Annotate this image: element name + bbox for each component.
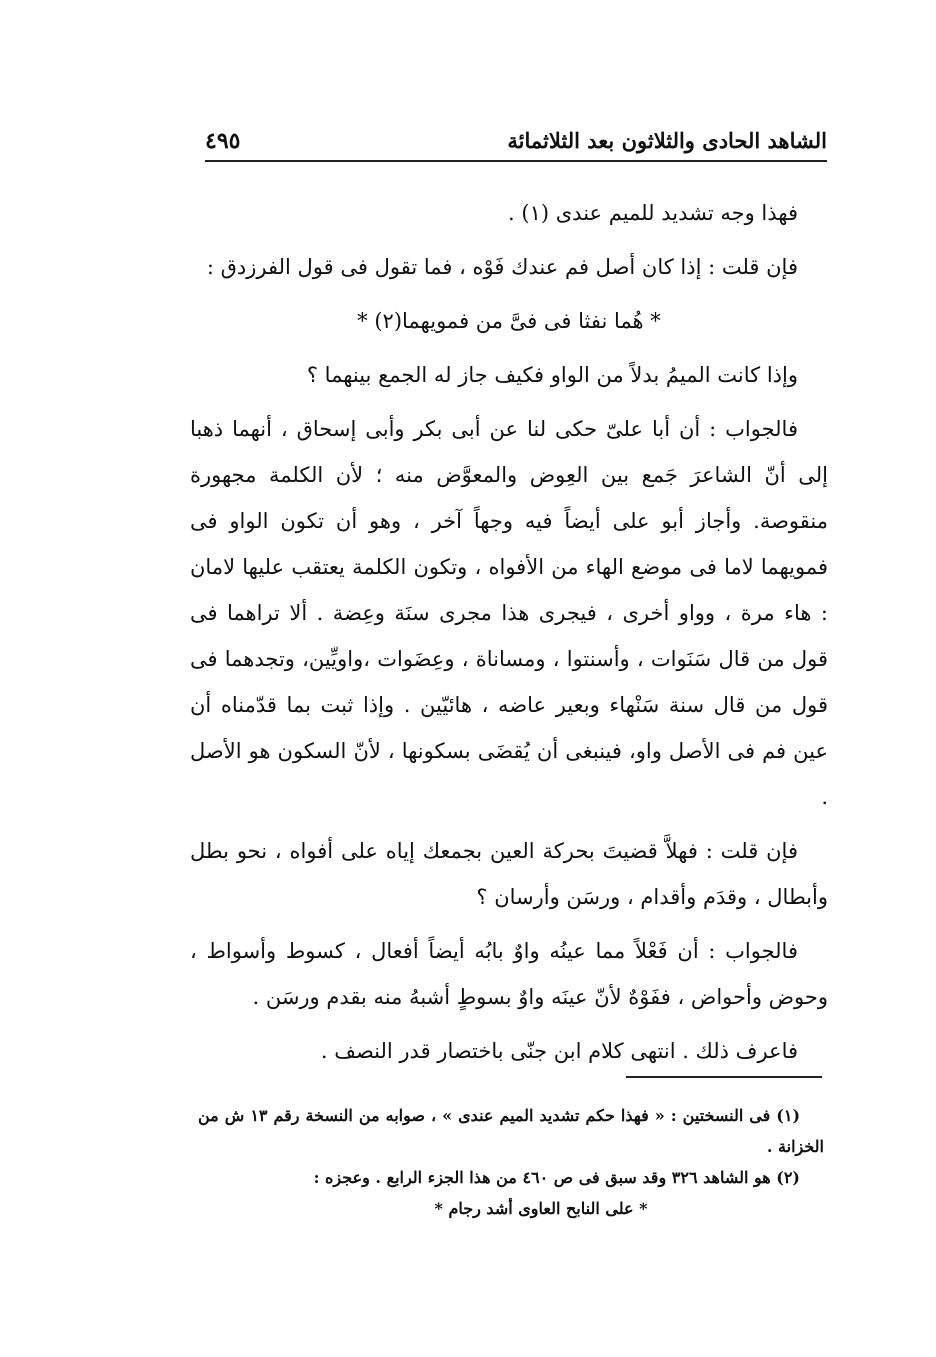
header-rule bbox=[205, 160, 827, 162]
verse-line: * هُما نفثا فى فىَّ من فمويهما(٢) * bbox=[357, 309, 661, 333]
footnotes bbox=[198, 1100, 824, 1224]
footnote-rule bbox=[626, 1076, 822, 1078]
paragraph: وإذا كانت الميمُ بدلاً من الواو فكيف جاز له الجمع بينهما ؟ bbox=[306, 363, 798, 387]
body-text bbox=[190, 190, 828, 1082]
page-number: ٤٩٥ bbox=[205, 128, 241, 154]
running-title: الشاهد الحادى والثلاثون بعد الثلاثمائة bbox=[507, 128, 827, 153]
paragraph: فالجواب : أن أبا علىّ حكى لنا عن أبى بكر وأبى إسحاق ، أنهما ذهبا إلى أنّ الشاعرَ جَمع بين العِوض والمعوَّض منه ؛ لأن الكلمة مجهورة منقوصة. وأجاز أبو على أيضاً فيه وجهاً آخر ، وهو أن تكون الواو فى فمويهما لاما فى موضع الهاء من الأفواه ، وتكون الكلمة يعتقب عليها لامان : هاء مرة ، وواو أخرى ، فيجرى هذا مجرى سنَة وعِضة . ألا تراهما فى قول من قال سَنَوات ، وأسنتوا ، ومساناة ، وعِضَوات ،واويِّين، وتجدهما فى قول من قال سنة سَنْهاء وبعير عاضه ، هائيّين . وإذا ثبت بما قدّمناه أن عين فم فى الأصل واو، فينبغى أن يُقضَى بسكونها ، لأنّ السكون هو الأصل . bbox=[190, 417, 828, 809]
footnote: (٢) هو الشاهد ٣٢٦ وقد سبق فى ص ٤٦٠ من هذا الجزء الرابع . وعجزه : bbox=[313, 1168, 800, 1187]
paragraph: فإن قلت : فهلاَّ قضيتَ بحركة العين بجمعك إياه على أفواه ، نحو بطل وأبطال ، وقدَم وأقدام ، ورسَن وأرسان ؟ bbox=[190, 839, 828, 909]
paragraph: فهذا وجه تشديد للميم عندى (١) . bbox=[508, 201, 798, 225]
paragraph: فإن قلت : إذا كان أصل فم عندك فَوْه ، فما تقول فى قول الفرزدق : bbox=[206, 255, 798, 279]
page-header bbox=[205, 126, 827, 166]
paragraph: فاعرف ذلك . انتهى كلام ابن جنّى باختصار قدر النصف . bbox=[320, 1039, 798, 1063]
footnote-verse: * على النابح العاوى أشد رجام * bbox=[434, 1199, 648, 1218]
paragraph: فالجواب : أن فَعْلاً مما عينُه واوٌ بابُه أيضاً أفعال ، كسوط وأسواط ، وحوض وأحواض ، ففَوْهٌ لأنّ عينَه واوٌ بسوطٍ أشبهُ منه بقدم ورسَن . bbox=[190, 939, 828, 1009]
footnote: (١) فى النسختين : « فهذا حكم تشديد الميم عندى » ، صوابه من النسخة رقم ١٣ ش من الخزانة . bbox=[198, 1106, 824, 1156]
